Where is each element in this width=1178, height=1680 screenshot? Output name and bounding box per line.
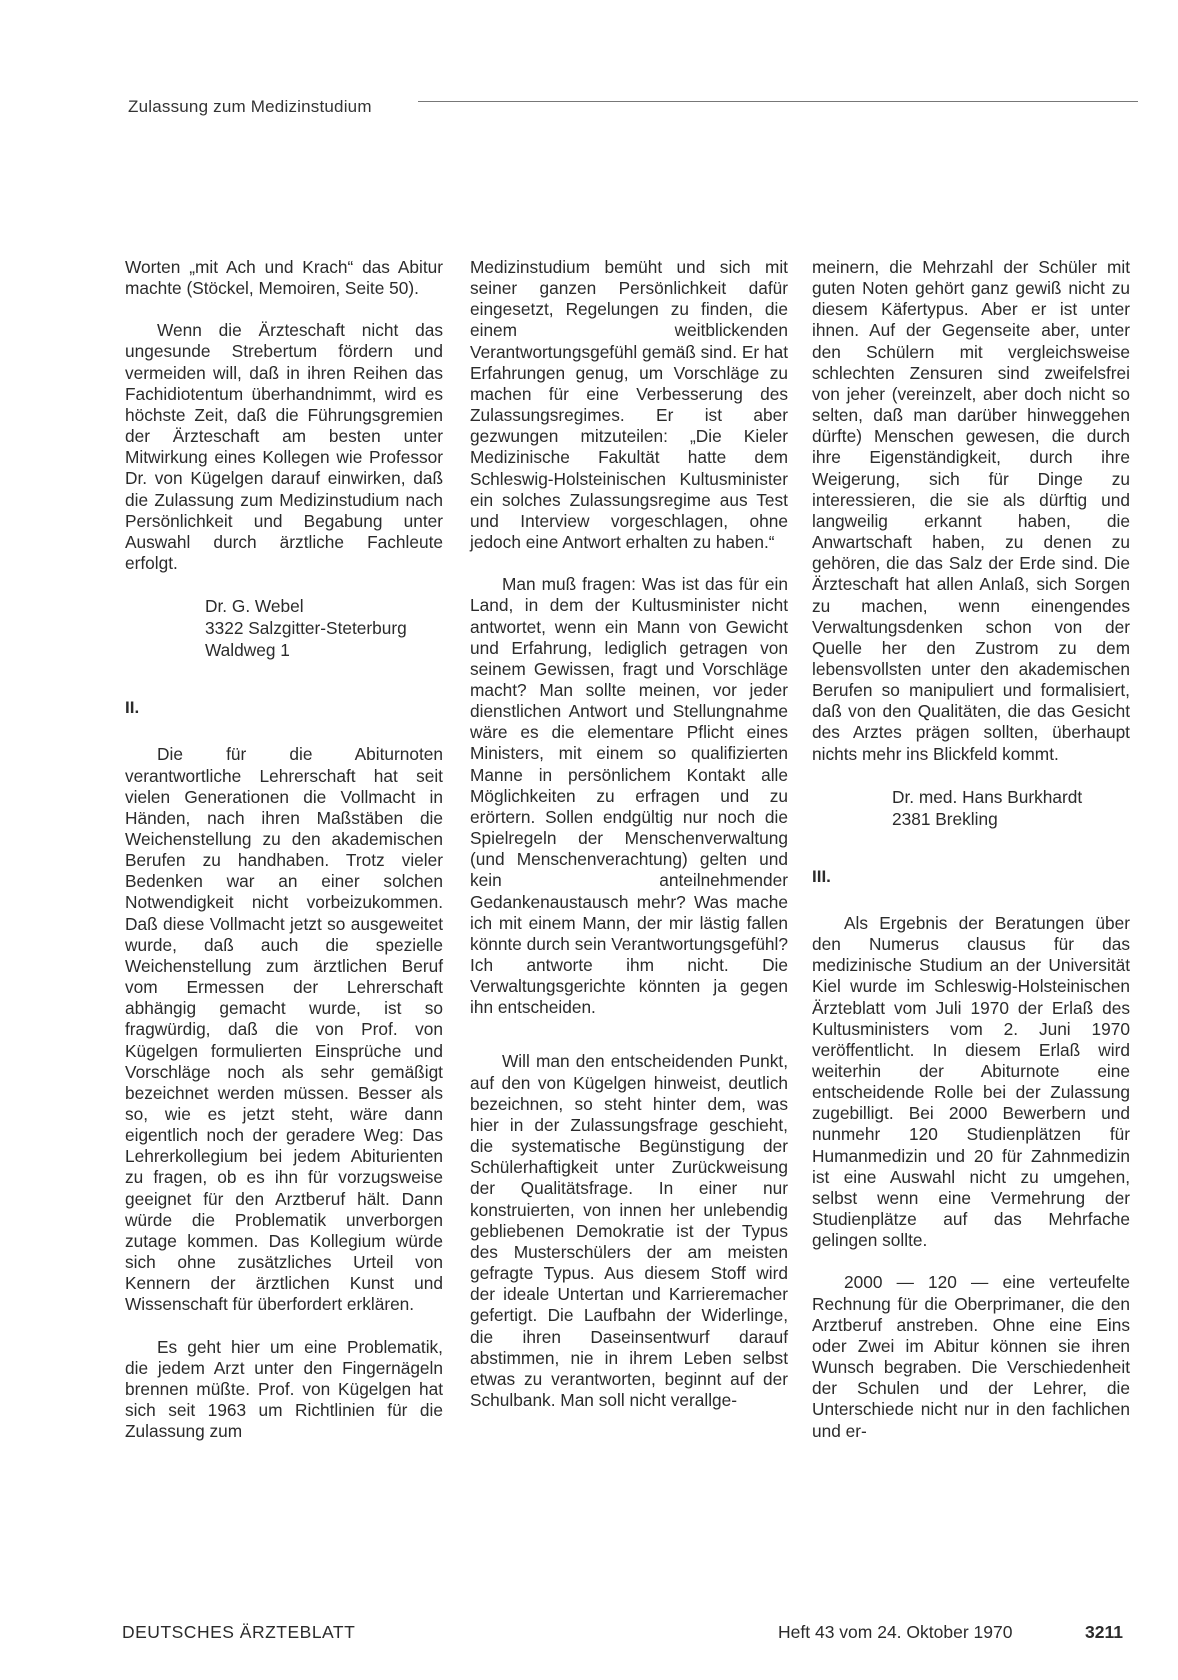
issue-info: Heft 43 vom 24. Oktober 1970 bbox=[778, 1622, 1013, 1642]
running-header-title: Zulassung zum Medizinstudium bbox=[128, 97, 372, 116]
signature-name: Dr. med. Hans Burkhardt bbox=[892, 786, 1083, 807]
journal-name: DEUTSCHES ÄRZTEBLATT bbox=[122, 1622, 356, 1642]
signature-address: 2381 Brekling bbox=[892, 808, 998, 829]
paragraph: Als Ergebnis der Beratungen über den Numerus clausus für das medizinische Studium an der Universität Kiel wurde im Schleswig-Holsteinischen Ärzteblatt vom Juli 1970 der Erlaß des Kultusministers vom 2. Juni 1970 veröffentlicht. In diesem Erlaß wird weiterhin der Abiturnote eine entscheidende Rolle bei der Zulassung zugebilligt. Bei 2000 Bewerbern und nunmehr 120 Studienplätzen für Humanmedizin und 20 für Zahnmedizin ist eine Auswahl nicht zu umgehen, selbst wenn eine Vermehrung der Studienplätze auf das Mehrfache gelingen sollte. bbox=[812, 912, 1130, 1251]
header-rule bbox=[418, 101, 1138, 102]
section-number: III. bbox=[812, 866, 831, 886]
paragraph: Man muß fragen: Was ist das für ein Land, in dem der Kultusminister nicht antwortet, wenn ein Mann von Gewicht und Erfahrung, lediglich getragen von seinem Gewissen, fragt und Vorschläge macht? Man sollte meinen, vor jeder dienstlichen Antwort und Stellungnahme wäre es die elementare Pflicht eines Ministers, mit einem so qualifizierten Manne in persönlichem Kontakt alle Möglichkeiten zu erfragen und zu erörtern. Sollen endgültig nur noch die Spielregeln der Menschenverwaltung (und Menschenverachtung) gelten und kein anteilnehmender Gedankenaustausch mehr? Was mache ich mit einem Mann, der mir lästig fallen könnte durch sein Verantwortungsgefühl? Ich antworte ihm nicht. Die Verwaltungsgerichte könnten ja gegen ihn entscheiden. bbox=[470, 574, 788, 1018]
author-signature bbox=[812, 786, 1130, 830]
paragraph: Wenn die Ärzteschaft nicht das ungesunde Strebertum fördern und vermeiden will, daß in ihren Reihen das Fachidiotentum überhandnimmt, wird es höchste Zeit, daß die Führungsgremien der Ärzteschaft am besten unter Mitwirkung eines Kollegen wie Professor Dr. von Kügelgen darauf einwirken, daß die Zulassung zum Medizinstudium nach Persönlichkeit und Begabung unter Auswahl durch ärztliche Fachleute erfolgt. bbox=[125, 320, 443, 574]
signature-name: Dr. G. Webel bbox=[205, 596, 304, 617]
paragraph: Es geht hier um eine Problematik, die jedem Arzt unter den Fingernägeln brennen müßte. Prof. von Kügelgen hat sich seit 1963 um Richtlinien für die Zulassung zum bbox=[125, 1336, 443, 1442]
author-signature bbox=[125, 595, 443, 661]
paragraph: Worten „mit Ach und Krach“ das Abitur machte (Stöckel, Memoiren, Seite 50). bbox=[125, 257, 443, 299]
signature-address: 3322 Salzgitter-Steterburg bbox=[205, 618, 407, 639]
page-number: 3211 bbox=[1085, 1622, 1123, 1642]
paragraph: meinern, die Mehrzahl der Schüler mit guten Noten gehört ganz gewiß nicht zu diesem Käfertypus. Aber er ist unter ihnen. Auf der Gegenseite aber, unter den Schülern mit vergleichsweise schlechten Zensuren sind zweifelsfrei von jeher (vereinzelt, aber doch nicht so selten, daß man darüber hinweggehen dürfte) Menschen gewesen, die durch ihre Eigenständigkeit, durch ihre Weigerung, sich für Dinge zu interessieren, die sie als dürftig und langweilig erkannt haben, die Anwartschaft haben, zu denen zu gehören, die das Salz der Erde sind. Die Ärzteschaft hat allen Anlaß, sich Sorgen zu machen, wenn einengendes Verwaltungsdenken schon von der Quelle her den Zustrom zu dem lebensvollsten unter den akademischen Berufen so manipuliert und formalisiert, daß von den Qualitäten, die das Gesicht des Arztes prägen sollten, überhaupt nichts mehr ins Blickfeld kommt. bbox=[812, 257, 1130, 764]
text-column-2 bbox=[470, 257, 788, 1411]
paragraph: Will man den entscheidenden Punkt, auf den von Kügelgen hinweist, deutlich bezeichnen, so steht hinter dem, was hier in der Zulassungsfrage geschieht, die systematische Begünstigung der Schülerhaftigkeit unter Zurückweisung der Qualitätsfrage. In einer nur konstruierten, von innen her unlebendig gebliebenen Demokratie ist der Typus des Musterschülers der am meisten gefragte Typus. Aus diesem Stoff wird der ideale Untertan und Karrieremacher gefertigt. Die Laufbahn der Widerlinge, die ihren Daseinsentwurf darauf abstimmen, nie in ihrem Leben selbst etwas zu verantworten, beginnt auf der Schulbank. Man soll nicht verallge- bbox=[470, 1051, 788, 1410]
paragraph: Die für die Abiturnoten verantwortliche Lehrerschaft hat seit vielen Generationen die Vollmacht in Händen, nach ihren Maßstäben die Weichenstellung zu den akademischen Berufen zu handhaben. Trotz vieler Bedenken war an einer solchen Notwendigkeit nicht vorbeizukommen. Daß diese Vollmacht jetzt so ausgeweitet wurde, daß auch die spezielle Weichenstellung zum ärztlichen Beruf vom Ermessen der Lehrerschaft abhängig gemacht wurde, ist so fragwürdig, daß die von Prof. von Kügelgen formulierten Einsprüche und Vorschläge noch als sehr gemäßigt bezeichnet werden müssen. Besser als so, wie es jetzt steht, wäre dann eigentlich noch der geradere Weg: Das Lehrerkollegium bei jedem Abiturienten zu fragen, ob es ihn für vorzugsweise geeignet für den Arztberuf hält. Dann würde die Problematik unverborgen zutage kommen. Das Kollegium würde sich ohne zusätzliches Urteil von Kennern der ärztlichen Kunst und Wissenschaft für überfordert erklären. bbox=[125, 744, 443, 1315]
paragraph: 2000 — 120 — eine verteufelte Rechnung für die Oberprimaner, die den Arztberuf anstreben. Ohne eine Eins oder Zwei im Abitur können sie ihren Wunsch begraben. Die Verschiedenheit der Schulen und der Lehrer, die Unterschiede nicht nur in den fachlichen und er- bbox=[812, 1272, 1130, 1441]
text-column-1 bbox=[125, 257, 443, 1442]
signature-street: Waldweg 1 bbox=[205, 640, 290, 661]
section-number: II. bbox=[125, 698, 140, 718]
paragraph: Medizinstudium bemüht und sich mit seiner ganzen Persönlichkeit dafür eingesetzt, Regelungen zu finden, die einem weitblickenden Verantwortungsgefühl gemäß sind. Er hat Erfahrungen genug, um Vorschläge zu machen für eine Verbesserung des Zulassungsregimes. Er ist aber gezwungen mitzuteilen: „Die Kieler Medizinische Fakultät hatte dem Schleswig-Holsteinischen Kultusminister ein solches Zulassungsregime aus Test und Interview vorgeschlagen, ohne jedoch eine Antwort erhalten zu haben.“ bbox=[470, 257, 788, 553]
page-footer bbox=[0, 1622, 1178, 1646]
text-column-3 bbox=[812, 257, 1130, 1442]
